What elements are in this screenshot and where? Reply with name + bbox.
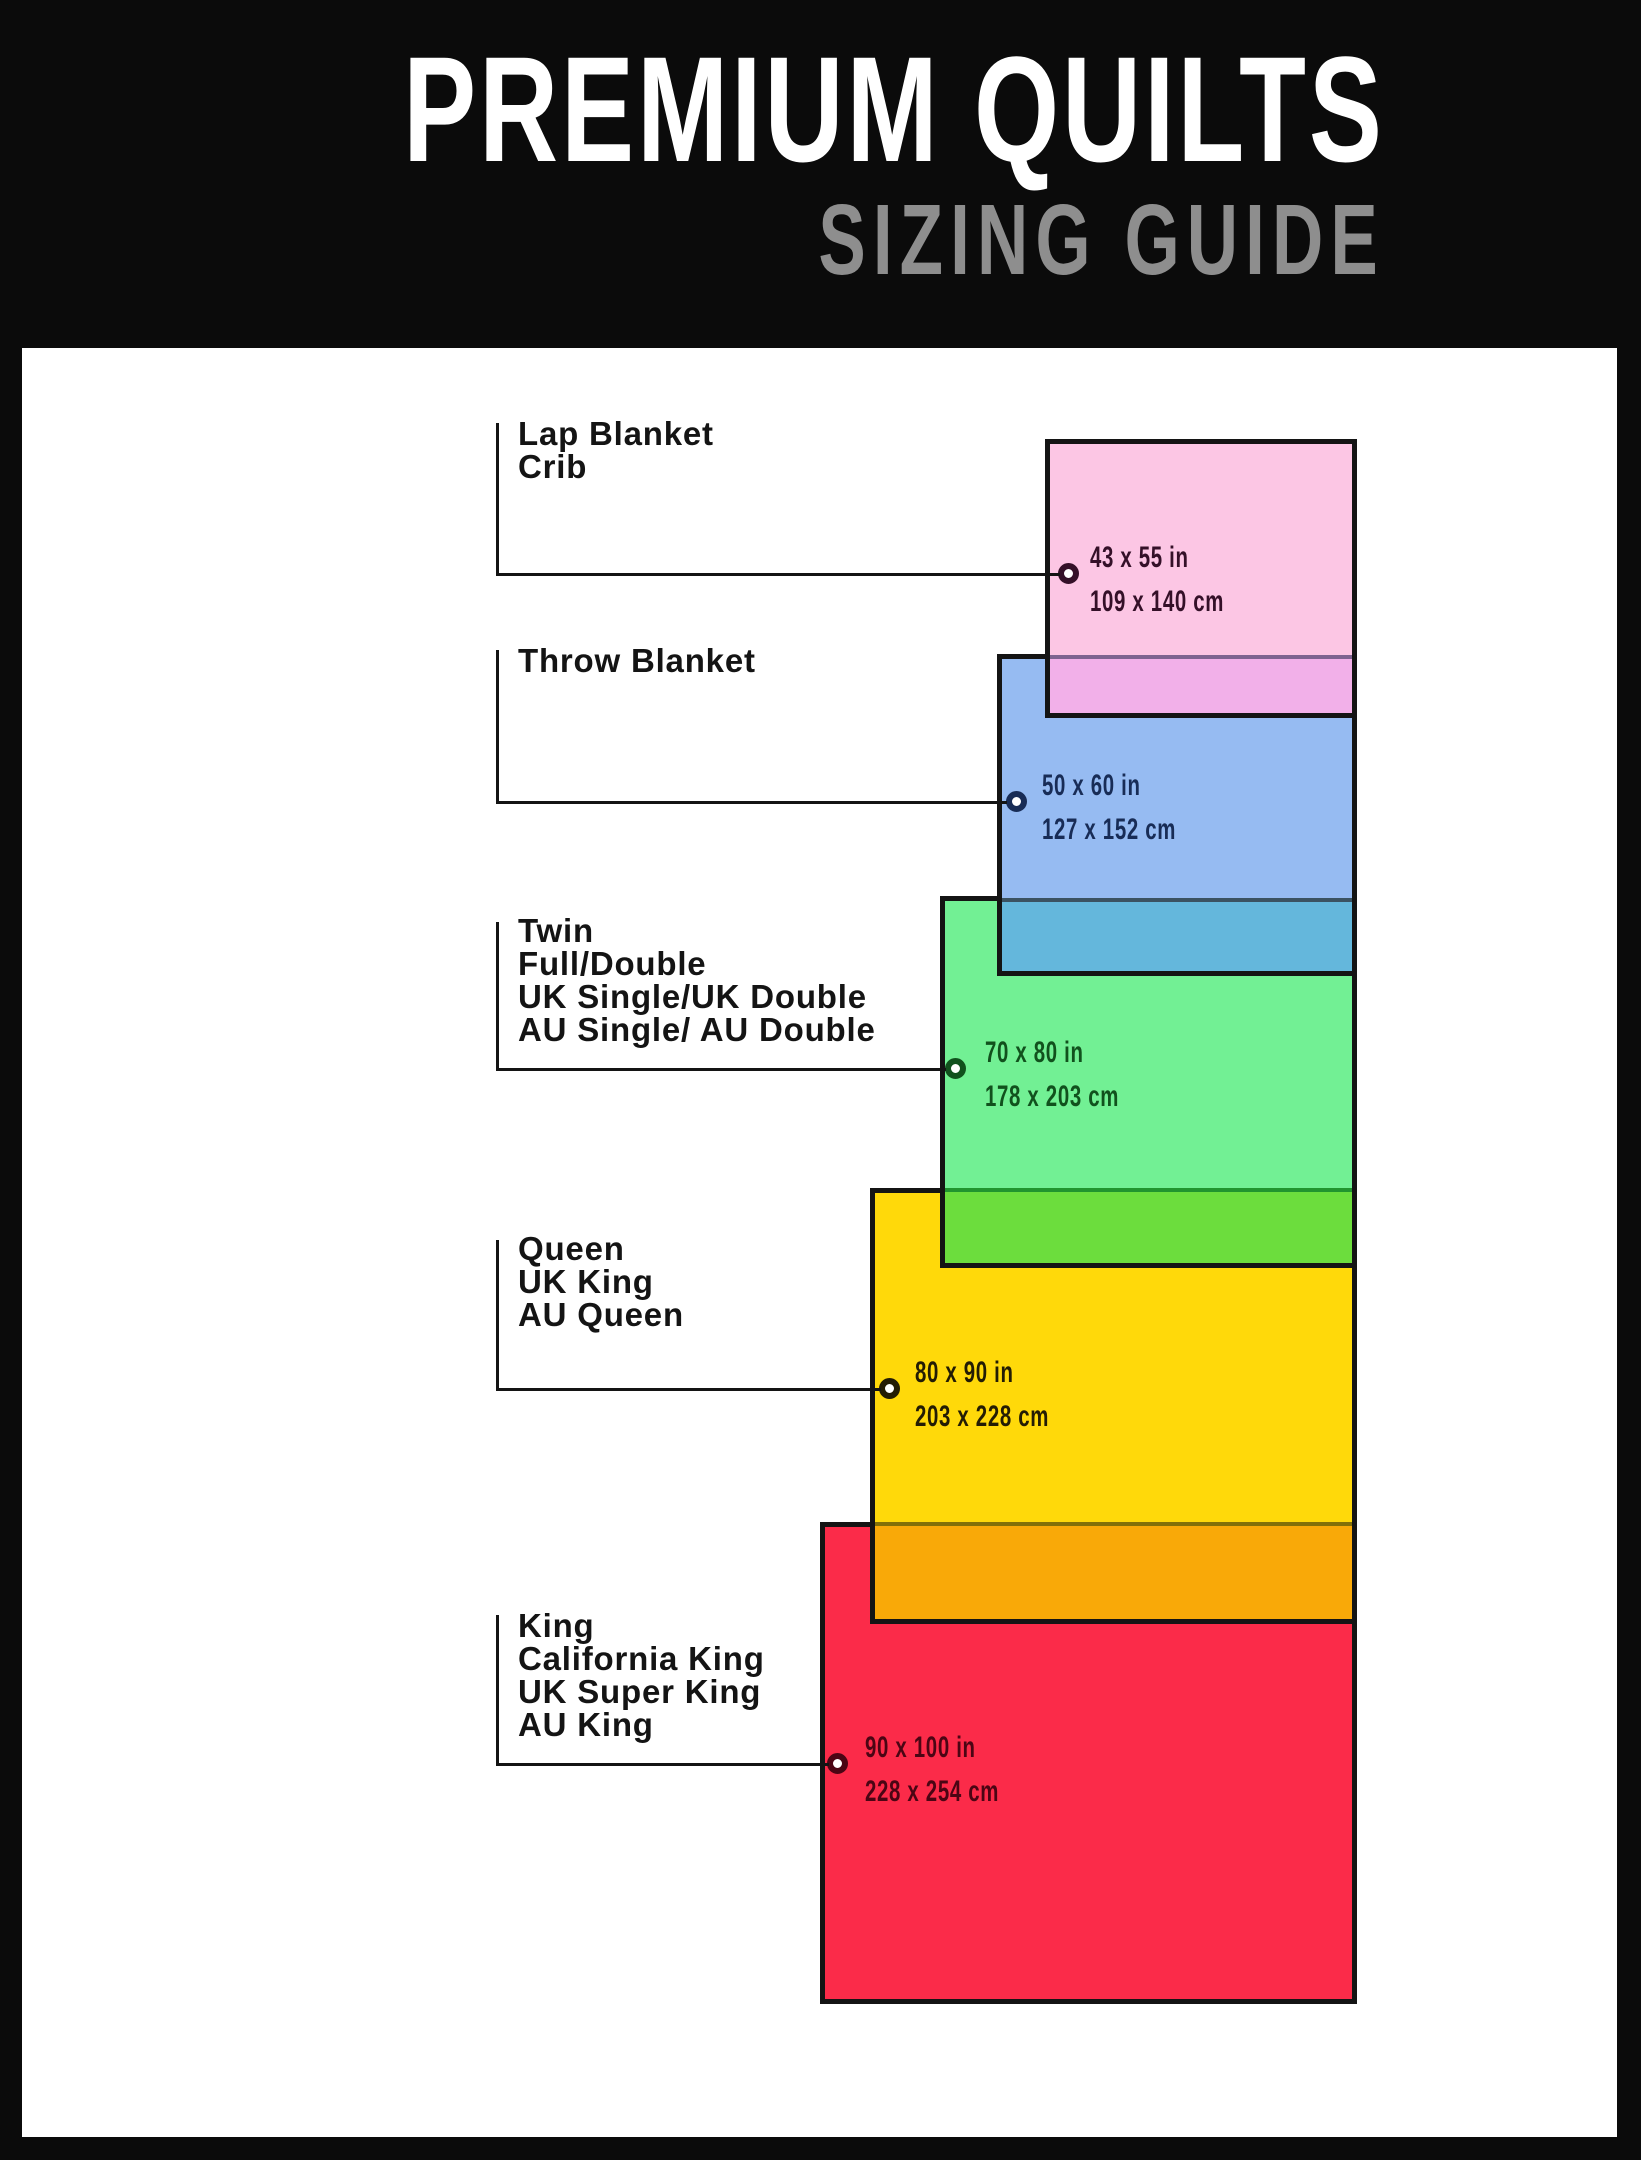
connector-hline-king [496, 1763, 829, 1766]
dimensions-cm: 127 x 152 cm [1042, 813, 1177, 846]
size-name: UK Super King [518, 1673, 762, 1710]
size-label-twin [518, 914, 876, 1046]
size-name: UK Single/UK Double [518, 978, 867, 1015]
dimensions-inches: 70 x 80 in [985, 1036, 1084, 1069]
connector-vline-twin [496, 922, 499, 1069]
dimensions-cm: 109 x 140 cm [1090, 585, 1225, 618]
size-name: AU Single/ AU Double [518, 1011, 876, 1048]
dimensions-cm: 228 x 254 cm [865, 1775, 1000, 1808]
size-name: Lap Blanket [518, 415, 714, 452]
quilt-dimensions [1042, 764, 1176, 852]
size-name: Full/Double [518, 945, 707, 982]
size-name: AU Queen [518, 1296, 684, 1333]
connector-vline-lap-blanket [496, 423, 499, 575]
connector-vline-queen [496, 1240, 499, 1390]
size-name: California King [518, 1640, 765, 1677]
size-label-queen [518, 1232, 684, 1331]
dimensions-inches: 80 x 90 in [915, 1356, 1014, 1389]
marker-dot [1006, 791, 1027, 812]
connector-hline-lap-blanket [496, 573, 1060, 576]
size-name: Throw Blanket [518, 642, 756, 679]
dimensions-inches: 50 x 60 in [1042, 769, 1141, 802]
size-name: UK King [518, 1263, 654, 1300]
quilt-rect-lap-blanket [1045, 439, 1357, 718]
connector-hline-queen [496, 1388, 881, 1391]
marker-dot [1058, 563, 1079, 584]
size-label-lap-blanket [518, 417, 714, 483]
dimensions-inches: 90 x 100 in [865, 1731, 976, 1764]
overlap-seam-line [1050, 655, 1352, 659]
size-name: AU King [518, 1706, 654, 1743]
quilt-overlap-fill [1002, 898, 1352, 971]
size-name: Queen [518, 1230, 625, 1267]
overlap-seam-line [875, 1522, 1352, 1526]
quilt-overlap-fill [945, 1188, 1352, 1263]
size-label-king [518, 1609, 765, 1741]
page-subtitle: SIZING GUIDE [818, 184, 1385, 296]
marker-dot [879, 1378, 900, 1399]
connector-vline-king [496, 1615, 499, 1765]
connector-hline-twin [496, 1068, 946, 1071]
page-title: PREMIUM QUILTS [403, 25, 1385, 193]
dimensions-inches: 43 x 55 in [1090, 541, 1189, 574]
dimensions-cm: 178 x 203 cm [985, 1080, 1120, 1113]
quilt-dimensions [985, 1031, 1119, 1119]
dimensions-cm: 203 x 228 cm [915, 1400, 1050, 1433]
connector-vline-throw-blanket [496, 650, 499, 803]
marker-dot [945, 1058, 966, 1079]
quilt-overlap-fill [1050, 655, 1352, 713]
overlap-seam-line [945, 1188, 1352, 1192]
marker-dot [827, 1753, 848, 1774]
quilt-dimensions [865, 1726, 999, 1814]
quilt-dimensions [915, 1351, 1049, 1439]
size-name: Twin [518, 912, 594, 949]
size-name: Crib [518, 448, 588, 485]
connector-hline-throw-blanket [496, 801, 1007, 804]
size-label-throw-blanket [518, 644, 756, 677]
overlap-seam-line [1002, 898, 1352, 902]
quilt-dimensions [1090, 536, 1224, 624]
size-name: King [518, 1607, 595, 1644]
quilt-overlap-fill [875, 1522, 1352, 1619]
